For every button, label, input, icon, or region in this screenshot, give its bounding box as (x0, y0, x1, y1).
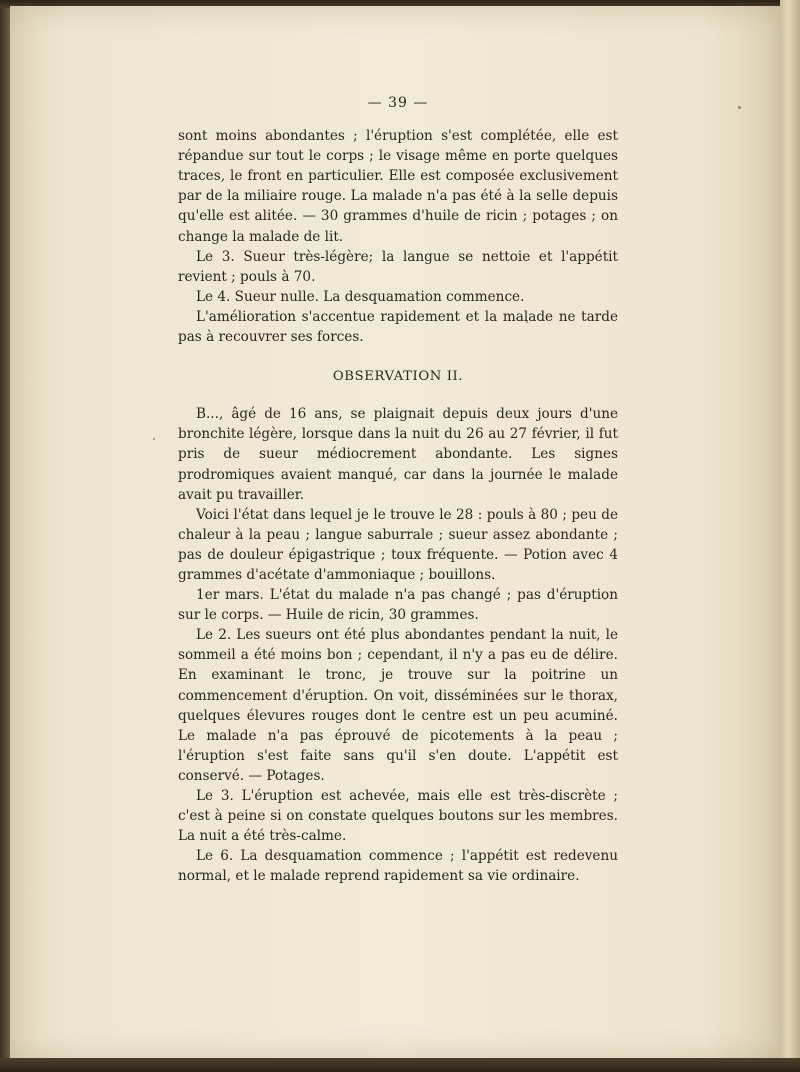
bottom-border (0, 1058, 800, 1072)
page-number: — 39 — (367, 95, 429, 111)
paragraph: Le 4. Sueur nulle. La desquamation commence. (196, 288, 525, 305)
right-page-edge (780, 0, 800, 1072)
page-text (178, 93, 618, 886)
paragraph: Le 2. Les sueurs ont été plus abondantes pendant la nuit, le sommeil a été moins bon ; cependant, il n'y a pas eu de délire. En examinant le tronc, je trouve sur la poitrine un commencement d'éruption. On voit, disséminées sur le thorax, quelques élevures rouges dont le centre est un peu acuminé. Le malade n'a pas éprouvé de picotements à la peau ; l'éruption s'est faite sans qu'il s'en doute. L'appétit est conservé. — Potages. (178, 627, 618, 784)
paper-speck (153, 438, 155, 440)
paragraph: B..., âgé de 16 ans, se plaignait depuis deux jours d'une bronchite légère, lorsque dans la nuit du 26 au 27 février, il fut pris de sueur médiocrement abondante. Les signes prodromiques avaient manqué, car dans la journée le malade avait pu travailler. (178, 406, 618, 503)
paragraph: sont moins abondantes ; l'éruption s'est complétée, elle est répandue sur tout le corps ; le visage même en porte quelques traces, le front en particulier. Elle est composée exclusivement par de la miliaire rouge. La malade n'a pas été à la selle depuis qu'elle est alitée. — 30 grammes d'huile de ricin ; potages ; on change la malade de lit. (178, 128, 618, 245)
paragraph: Le 6. La desquamation commence ; l'appétit est redevenu normal, et le malade reprend rapidement sa vie ordinaire. (178, 848, 618, 885)
paper-speck (738, 106, 741, 109)
section-heading: OBSERVATION II. (332, 369, 464, 385)
paragraph: L'amélioration s'accentue rapidement et la malade ne tarde pas à recouvrer ses forces. (178, 308, 618, 346)
paragraph: Le 3. Sueur très-légère; la langue se nettoie et l'appétit revient ; pouls à 70. (178, 248, 618, 285)
paragraph: Le 3. L'éruption est achevée, mais elle est très-discrète ; c'est à peine si on constate quelques boutons sur les membres. La nuit a été très-calme. (178, 788, 618, 845)
paragraph: Voici l'état dans lequel je le trouve le 28 : pouls à 80 ; peu de chaleur à la peau ; langue saburrale ; sueur assez abondante ; pas de douleur épigastrique ; toux fréquente. — Potion avec 4 grammes d'acétate d'ammoniaque ; bouillons. (178, 506, 618, 583)
paragraph: 1er mars. L'état du malade n'a pas changé ; pas d'éruption sur le corps. — Huile de ricin, 30 grammes. (178, 587, 618, 624)
